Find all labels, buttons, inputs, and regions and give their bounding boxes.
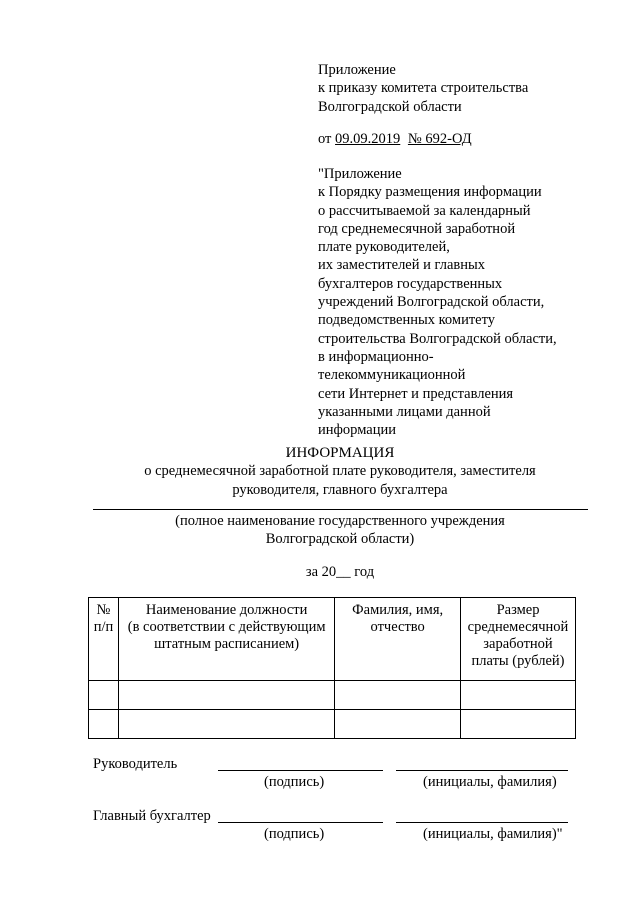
name-caption-director: (инициалы, фамилия) <box>423 774 557 790</box>
order-date: 09.09.2019 <box>335 131 401 147</box>
signature-line-director <box>218 770 383 771</box>
header-number-label: № п/п <box>93 602 114 635</box>
procedure-line: указанными лицами данной <box>318 403 491 420</box>
header-name <box>335 598 461 681</box>
procedure-line: к Порядку размещения информации <box>318 184 542 201</box>
procedure-line: информации <box>318 422 396 439</box>
header-name-label: Фамилия, имя, отчество <box>352 602 444 635</box>
table-cell <box>335 681 461 710</box>
procedure-line: бухгалтеров государственных <box>318 275 503 292</box>
table-cell <box>335 710 461 739</box>
signature-line-accountant <box>218 822 383 823</box>
procedure-line: год среднемесячной заработной <box>318 220 516 237</box>
header-salary-label: Размер среднемесячной заработной платы (рублей) <box>467 602 569 669</box>
name-caption-accountant: (инициалы, фамилия)" <box>423 826 563 842</box>
procedure-line: учреждений Волгоградской области, <box>318 294 545 311</box>
order-number: № 692-ОД <box>407 131 472 147</box>
procedure-line: подведомственных комитету <box>318 312 495 329</box>
procedure-line: сети Интернет и представления <box>318 385 514 402</box>
header-salary <box>461 598 576 681</box>
table-row <box>89 710 576 739</box>
name-line-accountant <box>396 822 568 823</box>
document-title: ИНФОРМАЦИЯ <box>285 445 395 461</box>
table-row <box>89 681 576 710</box>
appendix-block <box>318 61 528 116</box>
table-cell <box>118 710 334 739</box>
signature-role-accountant: Главный бухгалтер <box>93 808 211 824</box>
institution-caption-line: (полное наименование государственного учреждения <box>175 513 505 529</box>
document-heading <box>40 444 640 499</box>
order-prefix: от <box>318 131 332 147</box>
table-cell <box>89 681 119 710</box>
header-position <box>118 598 334 681</box>
table-cell <box>89 710 119 739</box>
procedure-line: строительства Волгоградской области, <box>318 330 557 347</box>
table-cell <box>461 681 576 710</box>
header-position-label: Наименование должности (в соответствии с действующим штатным расписанием) <box>127 602 326 652</box>
appendix-line: Приложение <box>318 62 396 78</box>
order-reference <box>318 130 472 148</box>
document-subtitle: руководителя, главного бухгалтера <box>232 481 448 498</box>
appendix-line: к приказу комитета строительства <box>318 80 529 97</box>
table-cell <box>461 710 576 739</box>
document-subtitle: о среднемесячной заработной плате руководителя, заместителя <box>144 463 536 480</box>
appendix-line: Волгоградской области <box>318 98 462 115</box>
signature-role-director: Руководитель <box>93 756 178 772</box>
procedure-appendix-block <box>318 165 557 439</box>
table-cell <box>118 681 334 710</box>
procedure-line: телекоммуникационной <box>318 367 466 384</box>
institution-caption <box>40 512 640 549</box>
procedure-line: плате руководителей, <box>318 239 450 256</box>
table-header-row <box>89 598 576 681</box>
institution-name-line <box>93 509 588 510</box>
procedure-line: о рассчитываемой за календарный <box>318 202 531 219</box>
sign-caption-director: (подпись) <box>264 774 325 790</box>
salary-table <box>88 597 576 739</box>
procedure-line: в информационно- <box>318 348 434 365</box>
institution-caption-line: Волгоградской области) <box>265 531 415 548</box>
procedure-line: "Приложение <box>318 166 402 182</box>
procedure-line: их заместителей и главных <box>318 257 485 274</box>
year-line: за 20__ год <box>305 564 375 580</box>
sign-caption-accountant: (подпись) <box>264 826 325 842</box>
header-number <box>89 598 119 681</box>
name-line-director <box>396 770 568 771</box>
